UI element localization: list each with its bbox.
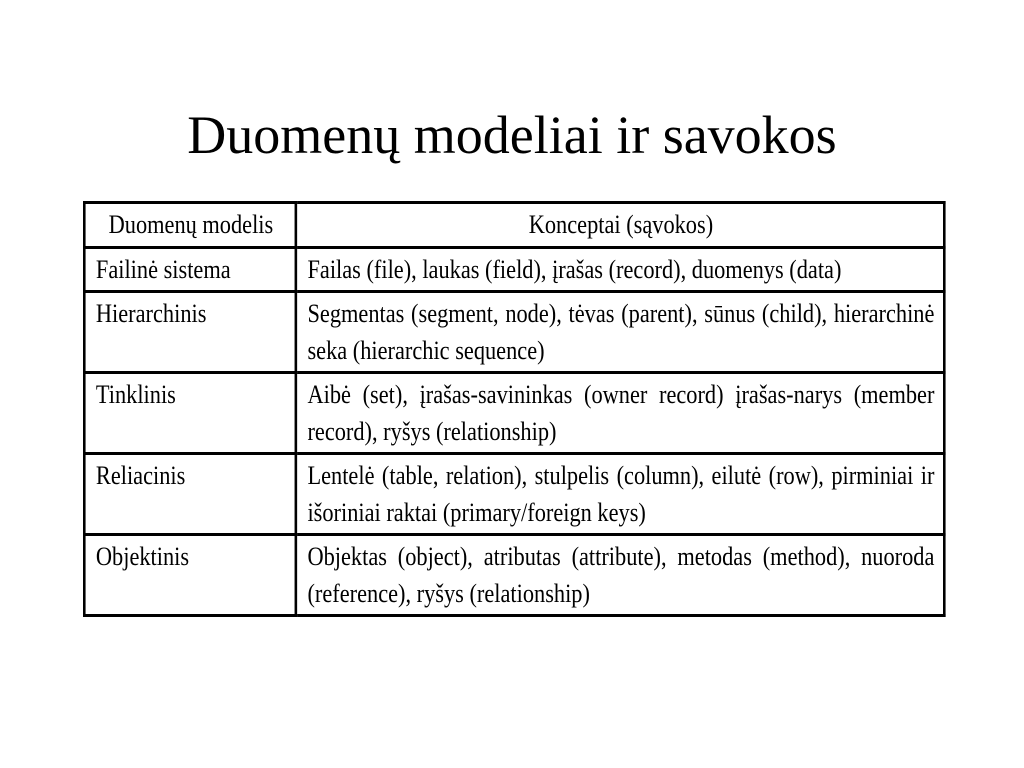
slide-title: Duomenų modeliai ir savokos	[187, 105, 837, 165]
model-cell: Failinė sistema	[84, 248, 296, 292]
column-header-model: Duomenų modelis	[84, 203, 296, 248]
concepts-cell: Segmentas (segment, node), tėvas (parent), sūnus (child), hierarchinė seka (hierarchic sequence)	[296, 292, 944, 373]
table-row	[84, 248, 944, 292]
column-header-concepts: Konceptai (sąvokos)	[296, 203, 944, 248]
model-cell: Tinklinis	[84, 373, 296, 454]
table-row	[84, 454, 944, 535]
table-row	[84, 535, 944, 616]
table-row	[84, 292, 944, 373]
model-cell: Hierarchinis	[84, 292, 296, 373]
table-row	[84, 373, 944, 454]
models-table	[83, 201, 946, 617]
table-header-row	[84, 203, 944, 248]
concepts-cell: Objektas (object), atributas (attribute), metodas (method), nuoroda (reference), ryšys (relationship)	[296, 535, 944, 616]
concepts-cell: Aibė (set), įrašas-savininkas (owner record) įrašas-narys (member record), ryšys (relationship)	[296, 373, 944, 454]
model-cell: Reliacinis	[84, 454, 296, 535]
models-table-container	[83, 201, 943, 617]
model-cell: Objektinis	[84, 535, 296, 616]
concepts-cell: Failas (file), laukas (field), įrašas (record), duomenys (data)	[296, 248, 944, 292]
concepts-cell: Lentelė (table, relation), stulpelis (column), eilutė (row), pirminiai ir išoriniai raktai (primary/foreign keys)	[296, 454, 944, 535]
